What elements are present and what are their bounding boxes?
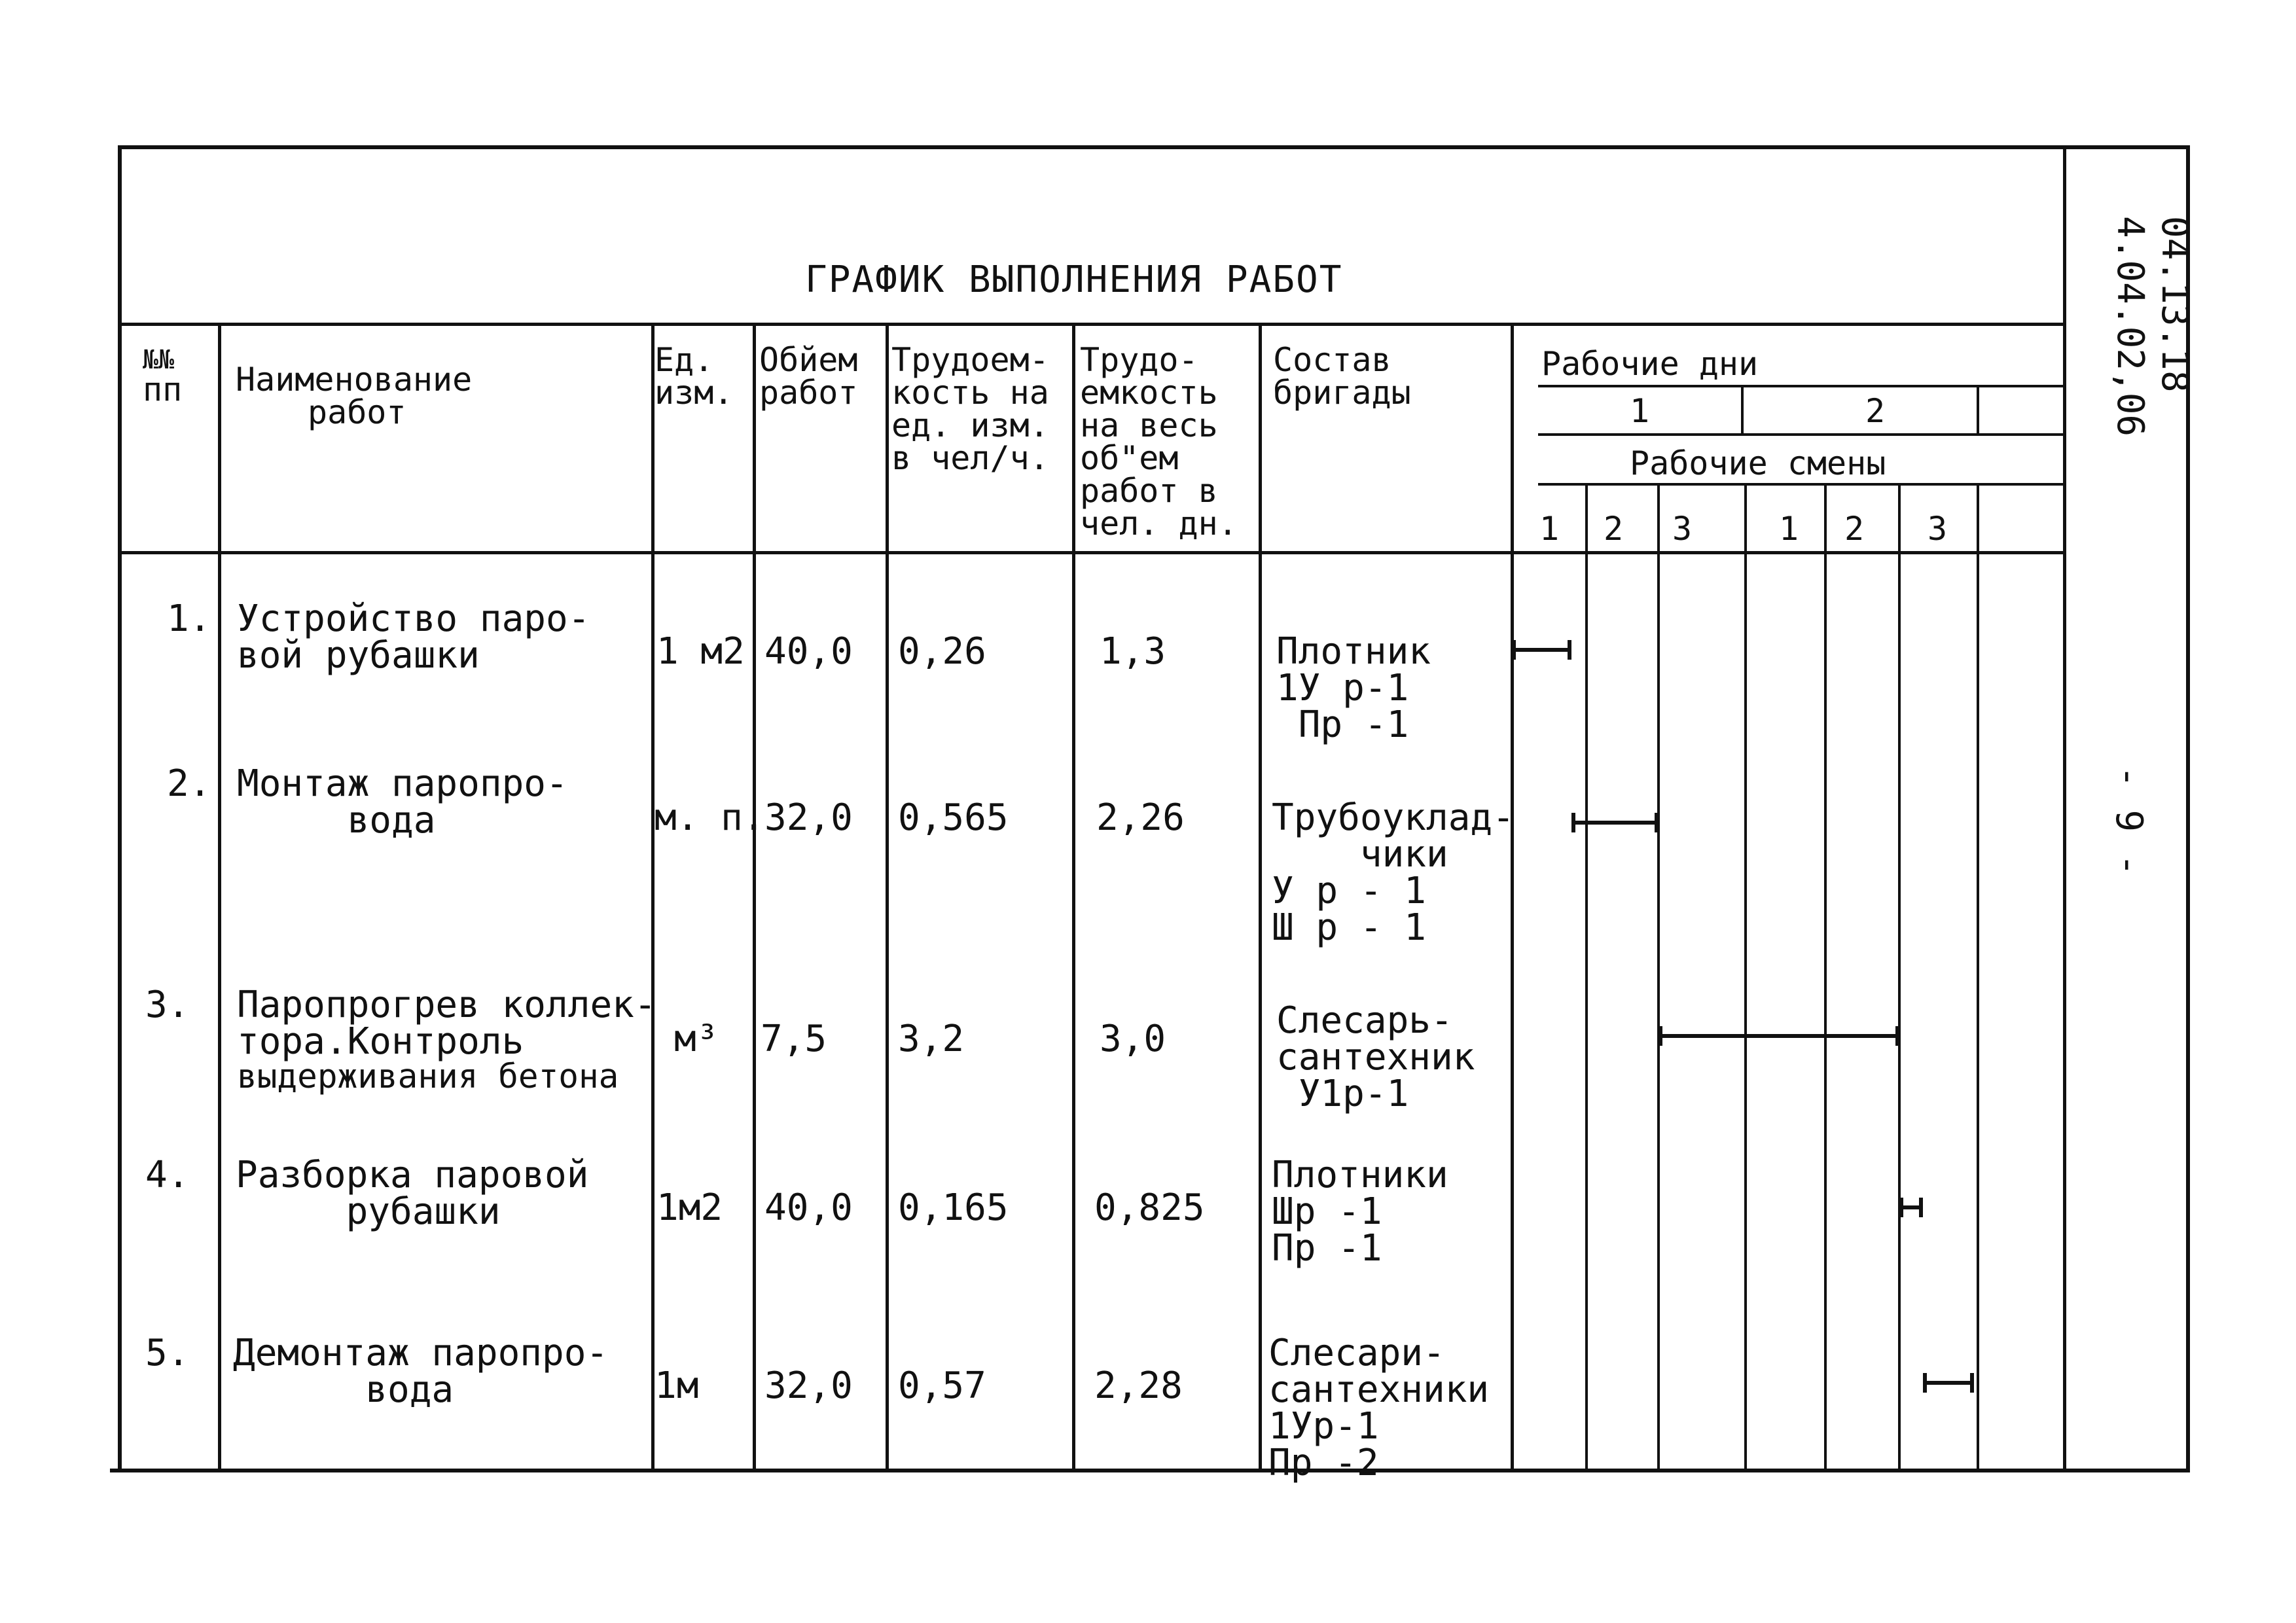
row-5-name: [233, 1332, 609, 1411]
days-top-line: [1538, 385, 2065, 387]
row-5-unit: 1м: [655, 1364, 699, 1407]
header-name-line: Наименование: [236, 361, 473, 399]
row-3-name-line: выдерживания бетона: [237, 1058, 619, 1096]
schedule-bar-end-tick: [1655, 813, 1659, 832]
header-unit-line: Ед.: [655, 341, 714, 379]
shift-divider-6: [1977, 484, 1979, 1469]
row-4-name-line: рубашки: [236, 1190, 501, 1233]
shift-divider-5: [1898, 484, 1901, 1469]
header-labor-total-line: работ в: [1080, 472, 1218, 510]
header-work-shifts: Рабочие смены: [1630, 444, 1886, 482]
day-divider: [1741, 386, 1744, 433]
schedule-bar-row-5: [1923, 1381, 1974, 1385]
table-top-line: [118, 323, 2065, 326]
document-code: [2094, 216, 2196, 452]
header-work-days: Рабочие дни: [1541, 345, 1759, 383]
row-1-crew-line: Пр -1: [1276, 704, 1409, 746]
row-5-crew-line: 1Ур-1: [1268, 1405, 1379, 1448]
header-shift: 1: [1539, 510, 1560, 548]
header-day-1: 1: [1630, 392, 1650, 430]
row-2-labor-total: 2,26: [1096, 796, 1185, 839]
row-5-crew-line: Пр -2: [1268, 1442, 1379, 1484]
header-num-line: №№: [143, 345, 175, 375]
header-labor-total: [1080, 341, 1238, 543]
header-day-2: 2: [1865, 392, 1886, 430]
schedule-bar-row-1: [1512, 648, 1571, 652]
header-labor-total-line: на весь: [1080, 406, 1218, 444]
row-2-crew-line: У р - 1: [1272, 870, 1427, 912]
col-divider-volume: [753, 323, 756, 1469]
row-1-num: 1.: [167, 597, 211, 640]
row-5-crew-line: Слесари-: [1268, 1332, 1445, 1374]
days-bottom-line: [1538, 433, 2065, 436]
row-5-labor-total: 2,28: [1094, 1364, 1183, 1407]
schedule-bar-end-tick: [1970, 1373, 1974, 1393]
row-3-crew-line: У1р-1: [1276, 1073, 1409, 1115]
row-2-crew-line: чики: [1272, 833, 1448, 876]
row-3-labor-total: 3,0: [1100, 1018, 1166, 1060]
row-1-crew-line: 1У р-1: [1276, 667, 1409, 709]
row-2-volume: 32,0: [764, 796, 853, 839]
header-volume-line: работ: [759, 374, 858, 412]
header-bottom-line: [118, 551, 2065, 554]
row-3-unit: м³: [674, 1018, 719, 1060]
header-labor-total-line: Трудо-: [1080, 341, 1198, 379]
row-3-name-line: тора.Контроль: [237, 1020, 524, 1063]
row-5-crew-line: сантехники: [1268, 1368, 1490, 1411]
row-5-volume: 32,0: [764, 1364, 853, 1407]
header-labor-unit-line: в чел/ч.: [891, 439, 1049, 477]
row-1-name: [237, 597, 590, 677]
row-1-name-line: вой рубашки: [237, 634, 480, 677]
header-labor-unit-line: Трудоем-: [891, 341, 1049, 379]
row-2-name-line: вода: [237, 799, 436, 842]
row-1-name-line: Устройство паро-: [237, 597, 590, 640]
row-2-crew: [1272, 796, 1515, 949]
row-4-crew-line: Плотники: [1272, 1154, 1448, 1196]
col-divider-unit: [651, 323, 655, 1469]
schedule-bar-end-tick: [1512, 640, 1516, 660]
frame-inner-right: [2063, 145, 2066, 1472]
header-name: [236, 363, 472, 429]
row-4-crew-line: Пр -1: [1272, 1227, 1382, 1270]
row-3-num: 3.: [145, 984, 190, 1026]
header-labor-total-line: чел. дн.: [1080, 505, 1238, 543]
header-crew-line: бригады: [1273, 374, 1411, 412]
schedule-bar-end-tick: [1899, 1198, 1903, 1217]
schedule-bar-end-tick: [1659, 1026, 1662, 1046]
page-number: - 9 -: [2108, 766, 2150, 876]
header-volume: [759, 341, 858, 412]
shift-divider-1: [1585, 484, 1588, 1469]
header-crew-line: Состав: [1273, 341, 1391, 379]
row-2-name-line: Монтаж паропро-: [237, 762, 568, 805]
shifts-top-line: [1538, 483, 2065, 486]
row-2-name: [237, 762, 568, 842]
header-labor-unit: [891, 341, 1049, 477]
shift-divider-4: [1824, 484, 1827, 1469]
row-4-labor-unit: 0,165: [898, 1186, 1009, 1229]
row-3-crew: [1276, 999, 1475, 1115]
row-4-volume: 40,0: [764, 1186, 853, 1229]
frame-top: [118, 145, 2190, 149]
row-5-labor-unit: 0,57: [898, 1364, 986, 1407]
document-title: ГРАФИК ВЫПОЛНЕНИЯ РАБОТ: [805, 259, 1343, 301]
row-2-crew-line: Трубоуклад-: [1272, 796, 1515, 839]
frame-bottom: [110, 1469, 2190, 1472]
header-labor-total-line: об"ем: [1080, 439, 1179, 477]
schedule-bar-end-tick: [1923, 1373, 1927, 1393]
row-5-crew: [1268, 1332, 1490, 1484]
header-shift: 3: [1928, 510, 1948, 548]
row-2-labor-unit: 0,565: [898, 796, 1009, 839]
schedule-bar-end-tick: [1919, 1198, 1923, 1217]
row-1-unit: 1 м2: [656, 630, 745, 673]
row-3-crew-line: Слесарь-: [1276, 999, 1453, 1042]
shift-divider-2: [1657, 484, 1660, 1469]
row-3-labor-unit: 3,2: [898, 1018, 965, 1060]
schedule-bar-row-3: [1659, 1034, 1899, 1038]
row-3-name-line: Паропрогрев коллек-: [237, 984, 656, 1026]
header-shift: 2: [1844, 510, 1865, 548]
col-divider-crew: [1259, 323, 1262, 1469]
row-1-labor-total: 1,3: [1100, 630, 1166, 673]
header-num: [143, 347, 182, 406]
row-4-unit: 1м2: [656, 1186, 723, 1229]
row-1-labor-unit: 0,26: [898, 630, 986, 673]
row-4-name-line: Разборка паровой: [236, 1154, 589, 1196]
header-labor-unit-line: ед. изм.: [891, 406, 1049, 444]
shift-divider-3: [1744, 484, 1747, 1469]
schedule-bar-end-tick: [1568, 640, 1571, 660]
col-divider-labor-unit: [886, 323, 889, 1469]
row-3-name: [237, 984, 656, 1096]
row-4-crew-line: Шр -1: [1272, 1190, 1382, 1233]
row-1-volume: 40,0: [764, 630, 853, 673]
row-5-name-line: вода: [233, 1368, 454, 1411]
row-4-labor-total: 0,825: [1094, 1186, 1205, 1229]
schedule-bar-end-tick: [1895, 1026, 1899, 1046]
row-1-crew-line: Плотник: [1276, 630, 1431, 673]
col-divider-name: [218, 323, 221, 1469]
day-end-divider: [1977, 386, 1979, 433]
header-unit-line: изм.: [655, 374, 734, 412]
header-crew: [1273, 341, 1411, 412]
document-code-line2: 4.04.02,06: [2109, 216, 2151, 437]
row-3-volume: 7,5: [761, 1018, 827, 1060]
row-5-name-line: Демонтаж паропро-: [233, 1332, 609, 1374]
row-3-crew-line: сантехник: [1276, 1036, 1475, 1079]
row-5-num: 5.: [145, 1332, 190, 1374]
header-shift: 2: [1604, 510, 1624, 548]
row-4-crew: [1272, 1154, 1448, 1270]
header-volume-line: Обйем: [759, 341, 858, 379]
row-4-name: [236, 1154, 589, 1233]
schedule-bar-row-2: [1571, 821, 1659, 825]
col-divider-labor-total: [1072, 323, 1075, 1469]
header-shift: 1: [1779, 510, 1799, 548]
header-name-line: работ: [308, 393, 406, 431]
row-2-crew-line: Ш р - 1: [1272, 906, 1427, 949]
row-2-unit: м. п.: [655, 796, 765, 839]
row-4-num: 4.: [145, 1154, 190, 1196]
row-2-num: 2.: [167, 762, 211, 805]
header-num-line: пп: [143, 370, 183, 408]
header-labor-total-line: емкость: [1080, 374, 1218, 412]
header-labor-unit-line: кость на: [891, 374, 1049, 412]
row-1-crew: [1276, 630, 1431, 746]
header-unit: [655, 341, 734, 412]
header-shift: 3: [1672, 510, 1693, 548]
schedule-bar-end-tick: [1571, 813, 1575, 832]
frame-left: [118, 145, 122, 1472]
document-code-line1: 04.13.18: [2153, 216, 2196, 393]
